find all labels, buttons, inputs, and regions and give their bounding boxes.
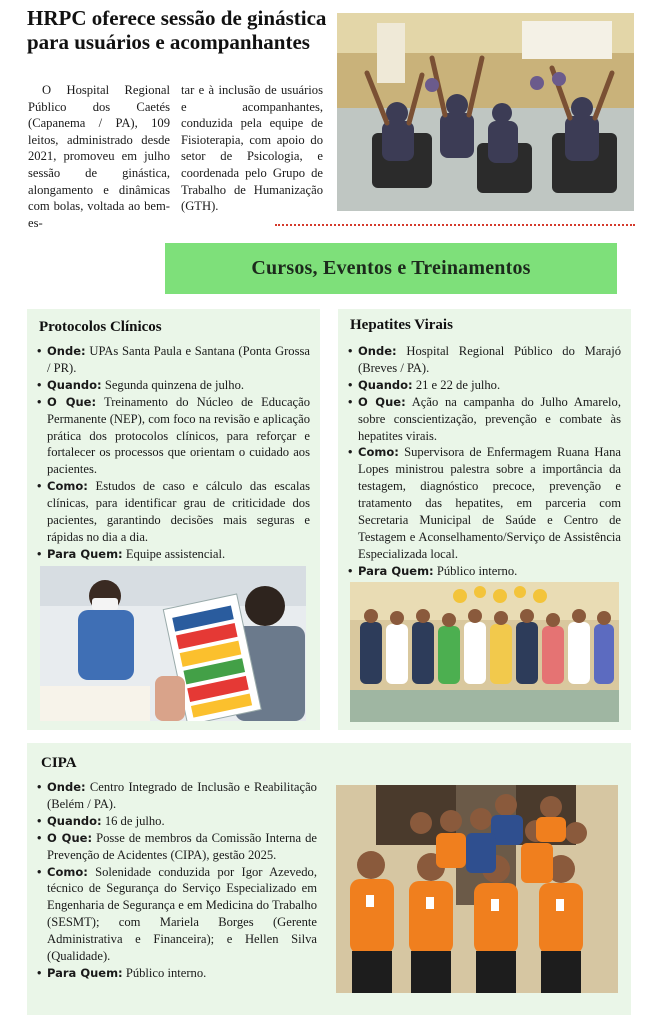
detail-quando — [37, 813, 317, 830]
label-onde: Onde: — [47, 780, 86, 794]
label-oque: O Que: — [47, 394, 97, 409]
detail-quando — [348, 377, 621, 394]
group-exercise-photo — [337, 13, 634, 211]
label-paraquem: Para Quem: — [358, 563, 434, 578]
label-paraquem: Para Quem: — [47, 965, 123, 980]
card-details-list — [37, 343, 310, 563]
value-oque: Posse de membros da Comissão Interna de Prevenção de Acidentes (CIPA), gestão 2025. — [47, 830, 317, 862]
card-protocolos-clinicos — [27, 309, 320, 730]
label-onde: Onde: — [358, 344, 397, 358]
label-oque: O Que: — [358, 394, 406, 409]
value-paraquem: Equipe assistencial. — [125, 546, 226, 561]
card-details-list — [37, 779, 317, 982]
value-quando: 21 e 22 de julho. — [415, 377, 501, 392]
detail-onde — [37, 779, 317, 813]
value-como: Solenidade conduzida por Igor Azevedo, técnico de Segurança do Serviço Especializado em Engenharia de Segurança e em Medicina do Trabalho (SESMT); com Mariela Borges (Gerente Administrativa e Financeira); e Hellen Silva (Qualidade). — [47, 864, 317, 964]
card-title: Hepatites Virais — [350, 317, 453, 333]
label-quando: Quando: — [47, 813, 102, 828]
card-title: CIPA — [41, 755, 77, 771]
value-onde: Hospital Regional Público do Marajó (Breves / PA). — [358, 344, 621, 375]
label-quando: Quando: — [47, 377, 102, 392]
cipa-members-photo — [336, 785, 618, 993]
value-quando: Segunda quinzena de julho. — [104, 377, 245, 392]
value-oque: Treinamento do Núcleo de Educação Permanente (NEP), com foco na revisão e aplicação prática dos protocolos clínicos, para reforçar e fortalecer os processos que orientam o cuidado aos pacientes. — [47, 394, 311, 477]
news-body-text-1: O Hospital Regional Público dos Caetés (Capanema / PA), 109 leitos, administrado desde 2021, promoveu em julho sessão de ginástica, alongamento e dinâmicas com bolas, voltada ao bem-es- — [28, 83, 170, 230]
detail-como — [348, 444, 621, 562]
detail-como — [37, 864, 317, 965]
card-cipa — [27, 743, 631, 1015]
card-hepatites-virais — [338, 309, 631, 730]
section-banner: Cursos, Eventos e Treinamentos — [165, 243, 617, 294]
clinical-scale-photo — [40, 566, 306, 721]
detail-como — [37, 478, 310, 546]
hepatitis-team-photo — [350, 582, 619, 722]
label-oque: O Que: — [47, 830, 93, 845]
news-body-column-1 — [28, 82, 170, 231]
news-body-column-2 — [181, 82, 323, 215]
label-paraquem: Para Quem: — [47, 546, 123, 561]
value-paraquem: Público interno. — [125, 965, 207, 980]
value-onde: UPAs Santa Paula e Santana (Ponta Grossa / PR). — [47, 344, 310, 375]
news-headline: HRPC oferece sessão de ginástica para usuários e acompanhantes — [27, 6, 327, 54]
detail-oque — [37, 394, 310, 479]
label-como: Como: — [358, 445, 399, 460]
section-divider — [275, 224, 635, 226]
detail-oque — [348, 394, 621, 445]
detail-quando — [37, 377, 310, 394]
detail-oque — [37, 830, 317, 864]
detail-onde — [348, 343, 621, 377]
label-como: Como: — [47, 479, 88, 494]
value-onde: Centro Integrado de Inclusão e Reabilitação (Belém / PA). — [47, 780, 317, 811]
detail-onde — [37, 343, 310, 377]
value-como: Estudos de caso e cálculo das escalas clínicas, para identificar grau de criticidade dos pacientes, garantindo decisões mais seguras e rápidas no dia a dia. — [47, 479, 311, 544]
detail-paraquem — [37, 965, 317, 982]
value-paraquem: Público interno. — [436, 563, 518, 578]
value-quando: 16 de julho. — [104, 813, 165, 828]
label-onde: Onde: — [47, 344, 86, 358]
value-oque: Ação na campanha do Julho Amarelo, sobre conscientização, prevenção e combate às hepatites virais. — [358, 394, 621, 443]
label-quando: Quando: — [358, 377, 413, 392]
card-details-list — [348, 343, 621, 580]
card-title: Protocolos Clínicos — [39, 319, 162, 335]
detail-paraquem — [37, 546, 310, 563]
news-body-text-2: tar e à inclusão de usuários e acompanhantes, conduzida pela equipe de Fisioterapia, com apoio do setor de Psicologia, e coordenada pelo Grupo de Trabalho de Humanização (GTH). — [181, 83, 323, 214]
label-como: Como: — [47, 864, 88, 879]
detail-paraquem — [348, 563, 621, 580]
value-como: Supervisora de Enfermagem Ruana Hana Lopes ministrou palestra sobre a importância da testagem, diagnóstico precoce, prevenção e tratamento das hepatites, em parceria com Secretaria Municipal de Saúde e Centro de Testagem e Aconselhamento/Serviço de Assistência Especializada local. — [358, 445, 622, 561]
